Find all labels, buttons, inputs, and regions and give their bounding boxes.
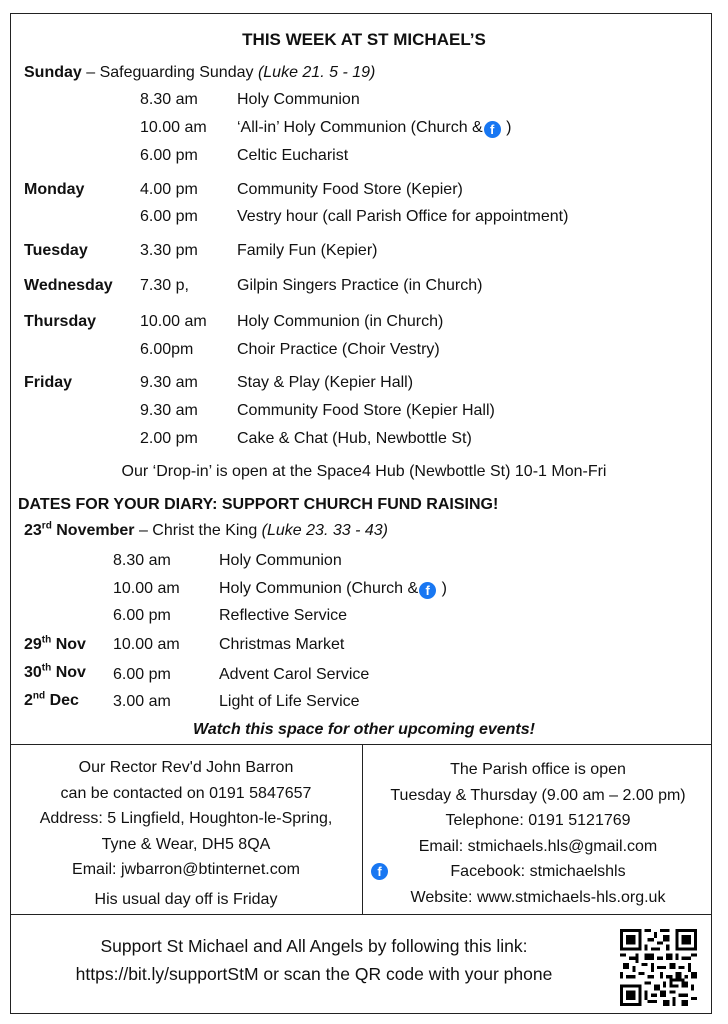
tuesday-day: Tuesday <box>24 242 88 259</box>
support-text <box>18 932 610 988</box>
thursday-event-2: Choir Practice (Choir Vestry) <box>237 341 440 358</box>
support-line-1: Support St Michael and All Angels by following this link: <box>100 936 528 956</box>
event-time-3: 3.00 am <box>113 693 171 710</box>
sunday-event-2: ‘All-in’ Holy Communion (Church & <box>237 119 483 136</box>
friday-time-3: 2.00 pm <box>140 430 198 447</box>
friday-event-3: Cake & Chat (Hub, Newbottle St) <box>237 430 472 447</box>
event-name-2: Advent Carol Service <box>219 666 370 683</box>
sunday-time-3: 6.00 pm <box>140 147 198 164</box>
office-website: Website: www.stmichaels-hls.org.uk <box>410 888 666 906</box>
christ-king-date-word: November <box>51 522 135 539</box>
tuesday-time-1: 3.30 pm <box>140 242 198 259</box>
divider-top <box>10 744 712 745</box>
divider-bottom <box>10 914 712 915</box>
thursday-event-1: Holy Communion (in Church) <box>237 313 444 330</box>
office-facebook-line <box>364 859 712 885</box>
divider-vertical <box>362 745 363 914</box>
event-time-2: 6.00 pm <box>113 666 171 683</box>
friday-event-1: Stay & Play (Kepier Hall) <box>237 374 414 391</box>
event-date-1: 29th Nov <box>24 634 86 653</box>
diary-time-2: 10.00 am <box>113 580 180 597</box>
monday-time-2: 6.00 pm <box>140 208 198 225</box>
sunday-event-1: Holy Communion <box>237 91 360 108</box>
sunday-event-2-line <box>237 119 511 138</box>
monday-time-1: 4.00 pm <box>140 181 198 198</box>
facebook-icon: f <box>484 121 501 138</box>
rector-line-3: Address: 5 Lingfield, Houghton-le-Spring, <box>39 810 333 827</box>
office-facebook: Facebook: stmichaelshls <box>450 863 626 880</box>
thursday-time-2: 6.00pm <box>140 341 194 358</box>
diary-event-2: Holy Communion (Church & <box>219 580 419 597</box>
office-line-2: Tuesday & Thursday (9.00 am – 2.00 pm) <box>390 786 686 804</box>
christ-king-reading: (Luke 23. 33 - 43) <box>261 522 388 539</box>
diary-event-3: Reflective Service <box>219 607 348 624</box>
friday-time-2: 9.30 am <box>140 402 198 419</box>
thursday-day: Thursday <box>24 313 97 330</box>
rector-line-1: Our Rector Rev'd John Barron <box>78 759 294 776</box>
facebook-icon: f <box>371 863 388 880</box>
wednesday-time-1: 7.30 p, <box>140 277 189 294</box>
event-date-2: 30th Nov <box>24 662 86 681</box>
sunday-theme: – Safeguarding Sunday <box>81 64 258 81</box>
sunday-event-2-close: ) <box>506 119 512 136</box>
qr-code <box>620 929 697 1006</box>
page-title: THIS WEEK AT ST MICHAEL’S <box>242 30 486 49</box>
support-line-2: https://bit.ly/supportStM or scan the QR code with your phone <box>75 964 553 984</box>
tuesday-event-1: Family Fun (Kepier) <box>237 242 378 259</box>
sunday-reading: (Luke 21. 5 - 19) <box>257 64 376 81</box>
friday-time-1: 9.30 am <box>140 374 198 391</box>
facebook-icon: f <box>419 582 436 599</box>
office-line-4: Email: stmichaels.hls@gmail.com <box>418 837 658 855</box>
office-line-3: Telephone: 0191 5121769 <box>445 812 631 829</box>
diary-time-1: 8.30 am <box>113 552 171 569</box>
event-time-1: 10.00 am <box>113 636 180 653</box>
office-line-1: The Parish office is open <box>450 761 626 778</box>
sunday-time-2: 10.00 am <box>140 119 207 136</box>
watch-note: Watch this space for other upcoming events! <box>193 721 535 738</box>
monday-event-2: Vestry hour (call Parish Office for appointment) <box>237 208 569 225</box>
monday-event-1: Community Food Store (Kepier) <box>237 181 463 198</box>
sunday-heading <box>24 64 375 82</box>
christ-king-heading <box>24 522 388 540</box>
event-name-1: Christmas Market <box>219 636 345 653</box>
wednesday-event-1: Gilpin Singers Practice (in Church) <box>237 277 483 294</box>
christ-king-date-num: 23 <box>24 522 42 539</box>
rector-line-6: His usual day off is Friday <box>94 890 278 908</box>
wednesday-day: Wednesday <box>24 277 113 294</box>
diary-heading: DATES FOR YOUR DIARY: SUPPORT CHURCH FUND RAISING! <box>18 496 499 513</box>
diary-event-2-line <box>219 580 447 599</box>
rector-line-5: Email: jwbarron@btinternet.com <box>72 861 300 878</box>
event-name-3: Light of Life Service <box>219 693 360 710</box>
sunday-time-1: 8.30 am <box>140 91 198 108</box>
rector-line-2: can be contacted on 0191 5847657 <box>60 784 312 802</box>
parish-office <box>364 757 712 910</box>
monday-day: Monday <box>24 181 85 198</box>
friday-day: Friday <box>24 374 73 391</box>
rector-line-4: Tyne & Wear, DH5 8QA <box>101 835 271 853</box>
christ-king-theme: – Christ the King <box>134 522 262 539</box>
friday-event-2: Community Food Store (Kepier Hall) <box>237 402 495 419</box>
sunday-event-3: Celtic Eucharist <box>237 147 349 164</box>
rector-contact <box>10 755 362 912</box>
diary-time-3: 6.00 pm <box>113 607 171 624</box>
diary-event-2-close: ) <box>441 580 447 597</box>
event-date-3: 2nd Dec <box>24 690 79 709</box>
sunday-day: Sunday <box>24 64 82 81</box>
thursday-time-1: 10.00 am <box>140 313 207 330</box>
dropin-notice: Our ‘Drop-in’ is open at the Space4 Hub (Newbottle St) 10-1 Mon-Fri <box>121 463 607 480</box>
diary-event-1: Holy Communion <box>219 552 342 569</box>
christ-king-date-sup: rd <box>41 520 52 532</box>
